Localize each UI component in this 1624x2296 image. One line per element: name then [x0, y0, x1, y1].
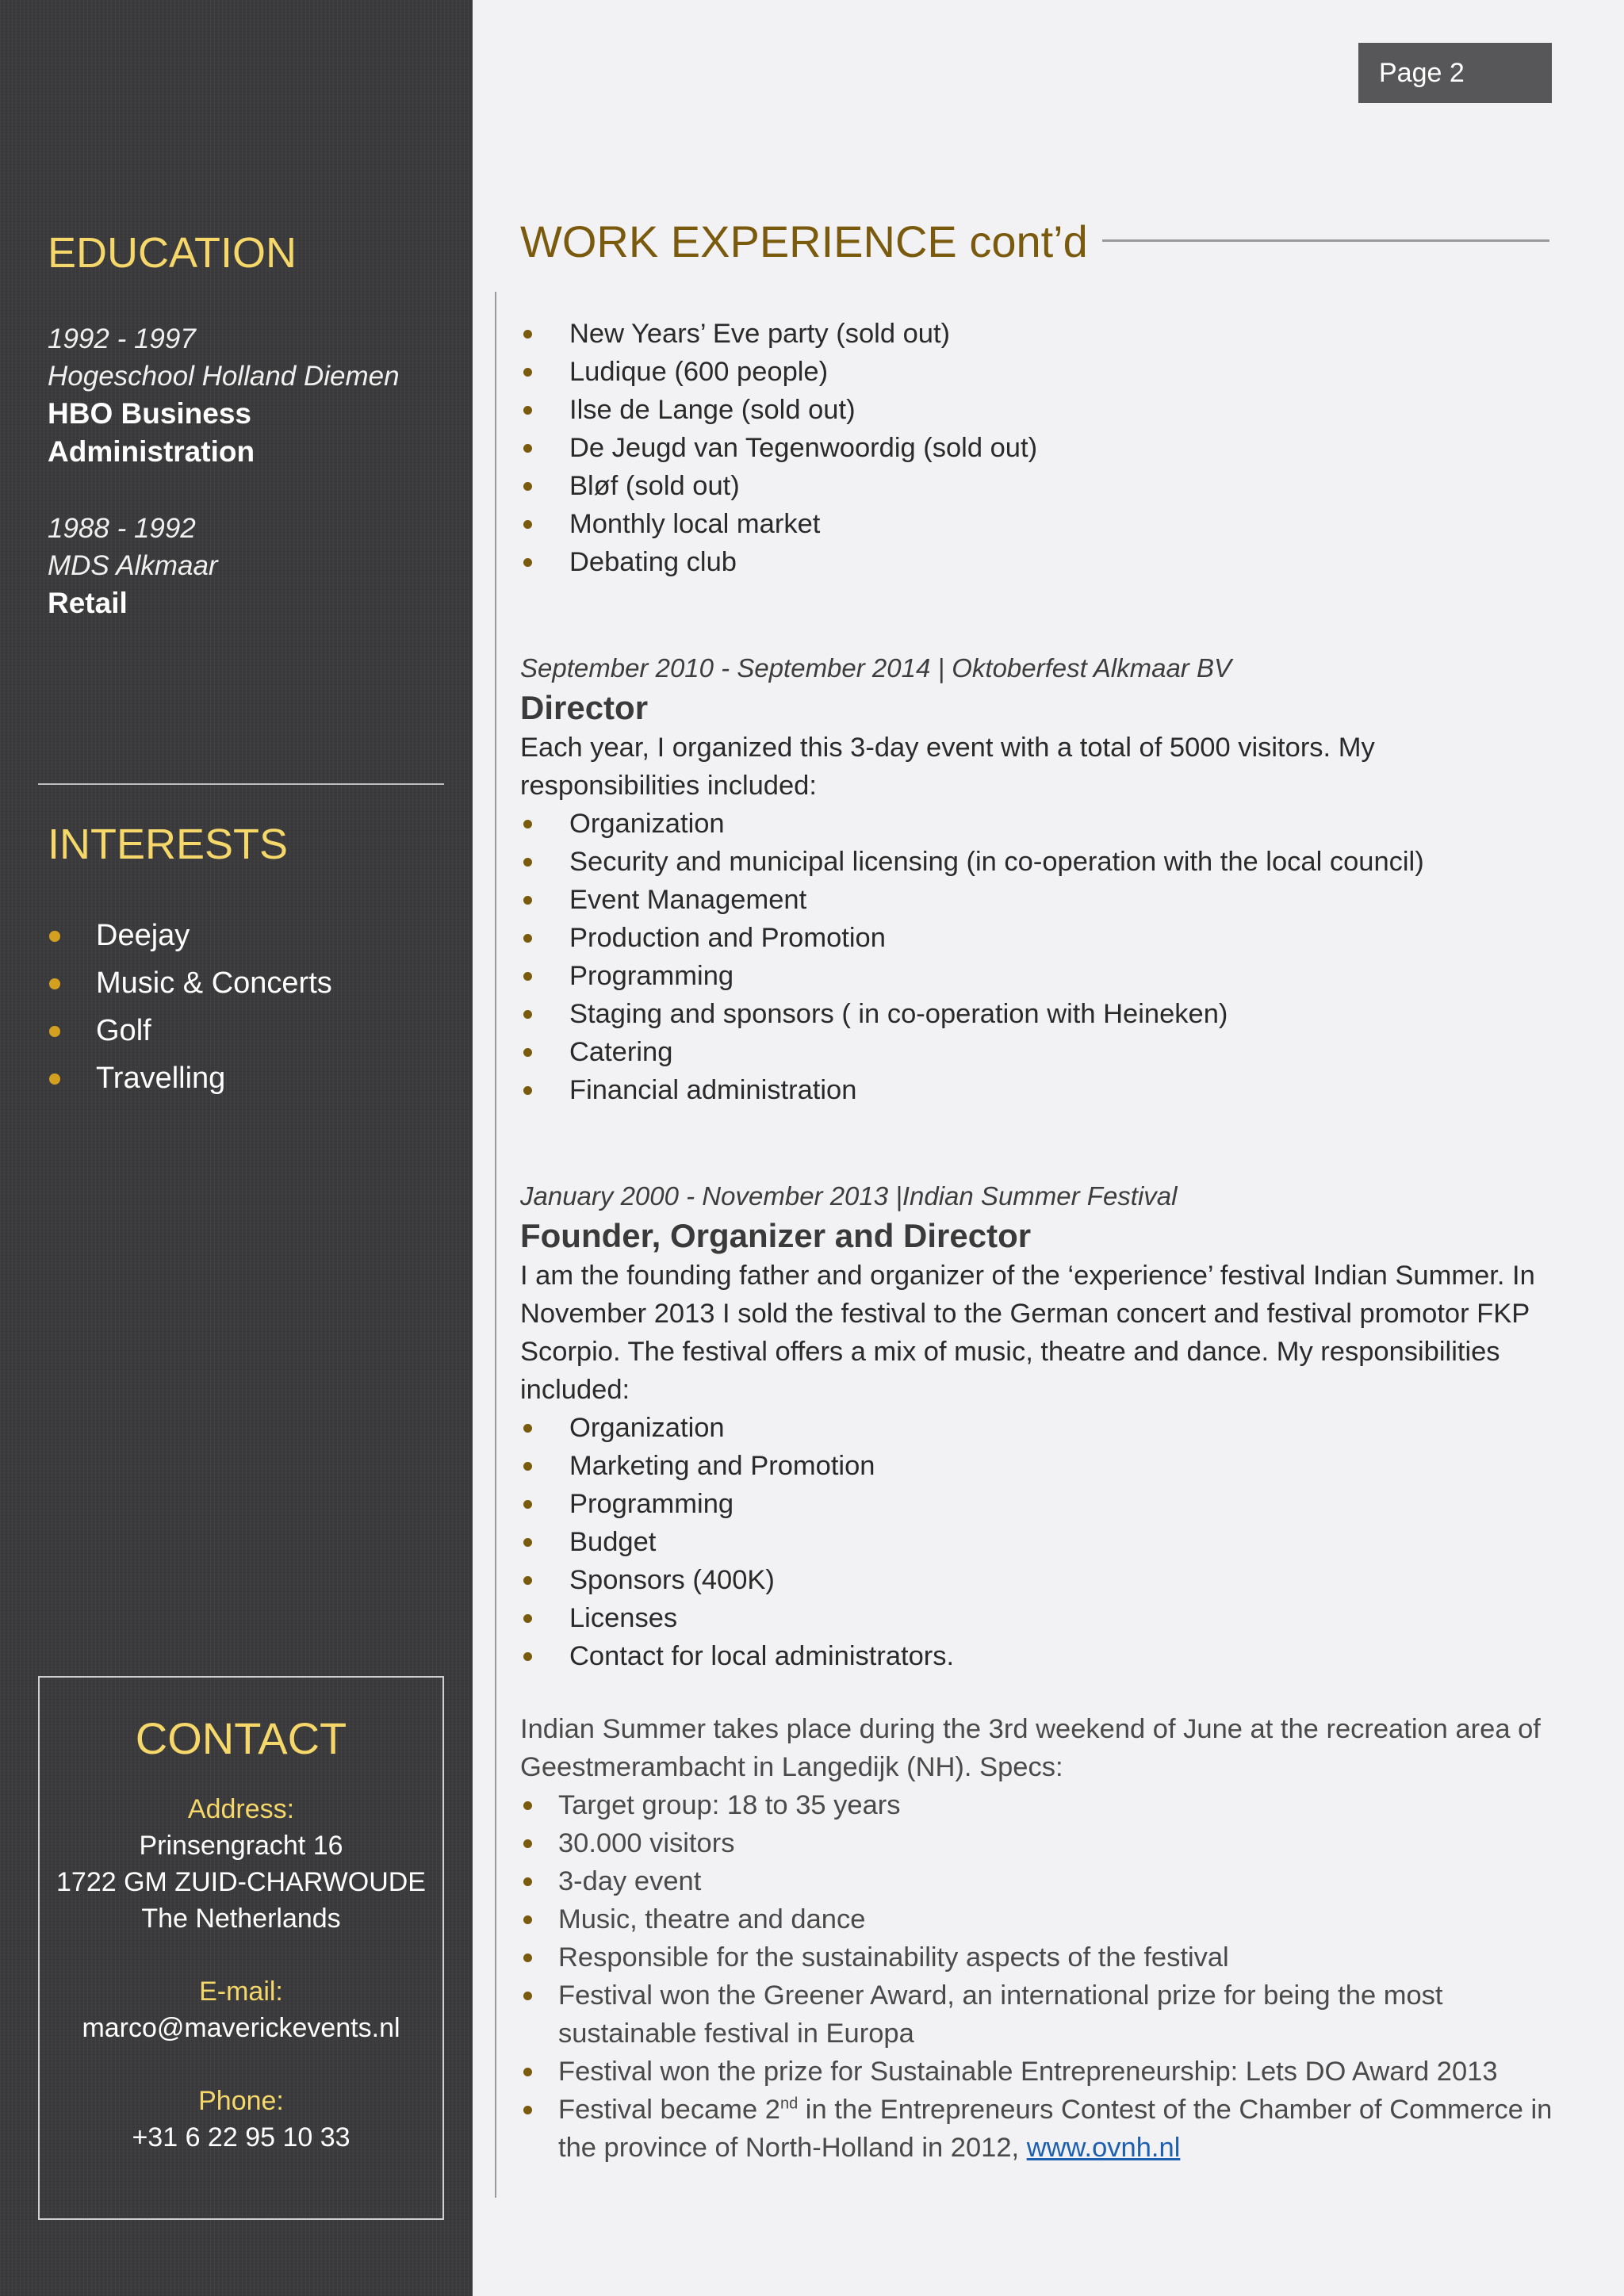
list-item: Debating club — [520, 543, 1559, 581]
spec-text: in the Entrepreneurs Contest of the Chamber of Commerce in the province of North-Holland in 2012, — [558, 2095, 1553, 2163]
phone-value: +31 6 22 95 10 33 — [132, 2122, 350, 2152]
list-item: 30.000 visitors — [520, 1824, 1559, 1862]
interest-item: Deejay — [48, 912, 332, 959]
heading-rule — [1102, 239, 1549, 242]
list-item: Organization — [520, 805, 1559, 843]
sidebar — [0, 0, 473, 2296]
page-number-tab: Page 2 — [1358, 43, 1552, 103]
education-degree: Administration — [48, 435, 255, 468]
list-item — [520, 2091, 1559, 2167]
list-item: New Years’ Eve party (sold out) — [520, 315, 1559, 353]
ordinal-suffix: nd — [779, 2095, 799, 2113]
list-item: Budget — [520, 1523, 1559, 1561]
list-item: Production and Promotion — [520, 919, 1559, 957]
specs-intro: Indian Summer takes place during the 3rd weekend of June at the recreation area of Geestmerambacht in Langedijk (NH). Specs: — [520, 1714, 1541, 1782]
list-item: Contact for local administrators. — [520, 1637, 1559, 1675]
list-item: Ilse de Lange (sold out) — [520, 391, 1559, 429]
education-entry — [48, 320, 400, 471]
list-item: Target group: 18 to 35 years — [520, 1786, 1559, 1824]
education-years: 1988 - 1992 — [48, 513, 196, 544]
list-item: Ludique (600 people) — [520, 353, 1559, 391]
education-school: MDS Alkmaar — [48, 550, 218, 581]
job-description: Each year, I organized this 3-day event with a total of 5000 visitors. My responsibilities included: — [520, 733, 1375, 801]
list-item: Festival won the Greener Award, an international prize for being the most sustainable festival in Europa — [520, 1976, 1559, 2053]
list-item: Programming — [520, 1485, 1559, 1523]
education-school: Hogeschool Holland Diemen — [48, 361, 400, 392]
interests-list — [48, 912, 332, 1102]
sidebar-divider — [38, 783, 444, 785]
spec-text: Festival became 2 — [558, 2095, 780, 2125]
list-item: Festival won the prize for Sustainable Entrepreneurship: Lets DO Award 2013 — [520, 2053, 1559, 2091]
address-line: The Netherlands — [141, 1904, 341, 1934]
ovnh-link[interactable]: www.ovnh.nl — [1026, 2133, 1181, 2163]
address-line: 1722 GM ZUID-CHARWOUDE — [56, 1867, 426, 1897]
list-item: Staging and sponsors ( in co-operation with Heineken) — [520, 995, 1559, 1033]
interest-item: Music & Concerts — [48, 959, 332, 1007]
email-value: marco@maverickevents.nl — [82, 2013, 400, 2043]
intro-event-list — [520, 315, 1559, 581]
responsibility-list — [520, 805, 1559, 1109]
responsibility-list — [520, 1409, 1559, 1675]
work-experience-content — [520, 315, 1559, 2167]
list-item: Financial administration — [520, 1071, 1559, 1109]
education-heading: EDUCATION — [48, 229, 297, 277]
job-period: January 2000 - November 2013 |Indian Summer Festival — [520, 1181, 1178, 1211]
list-item: Marketing and Promotion — [520, 1447, 1559, 1485]
list-item: Sponsors (400K) — [520, 1561, 1559, 1599]
section-vertical-line — [495, 292, 496, 2198]
list-item: Licenses — [520, 1599, 1559, 1637]
specs-list — [520, 1786, 1559, 2167]
list-item: Bløf (sold out) — [520, 467, 1559, 505]
education-entry — [48, 510, 218, 622]
list-item: Event Management — [520, 881, 1559, 919]
education-years: 1992 - 1997 — [48, 323, 196, 354]
education-degree: Retail — [48, 587, 128, 619]
interest-item: Golf — [48, 1007, 332, 1054]
job-title: Director — [520, 689, 649, 726]
interests-heading: INTERESTS — [48, 821, 289, 868]
address-label: Address: — [187, 1794, 295, 1824]
contact-box — [38, 1676, 444, 2220]
phone-label: Phone: — [198, 2086, 284, 2116]
list-item: Programming — [520, 957, 1559, 995]
job-title: Founder, Organizer and Director — [520, 1217, 1032, 1254]
job-description: I am the founding father and organizer of the ‘experience’ festival Indian Summer. In November 2013 I sold the festival to the German concert and festival promotor FKP Scorpio. The festival offers a mix of music, theatre and dance. My responsibilities included: — [520, 1261, 1535, 1405]
list-item: Music, theatre and dance — [520, 1900, 1559, 1938]
list-item: De Jeugd van Tegenwoordig (sold out) — [520, 429, 1559, 467]
job-period: September 2010 - September 2014 | Oktoberfest Alkmaar BV — [520, 653, 1231, 683]
contact-heading: CONTACT — [135, 1713, 347, 1763]
list-item: Security and municipal licensing (in co-operation with the local council) — [520, 843, 1559, 881]
email-label: E-mail: — [199, 1976, 283, 2007]
list-item: Responsible for the sustainability aspects of the festival — [520, 1938, 1559, 1976]
address-line: Prinsengracht 16 — [139, 1831, 343, 1861]
list-item: 3-day event — [520, 1862, 1559, 1900]
interest-item: Travelling — [48, 1054, 332, 1102]
list-item: Catering — [520, 1033, 1559, 1071]
education-degree: HBO Business — [48, 397, 252, 430]
list-item: Organization — [520, 1409, 1559, 1447]
work-experience-heading: WORK EXPERIENCE cont’d — [520, 216, 1088, 266]
list-item: Monthly local market — [520, 505, 1559, 543]
